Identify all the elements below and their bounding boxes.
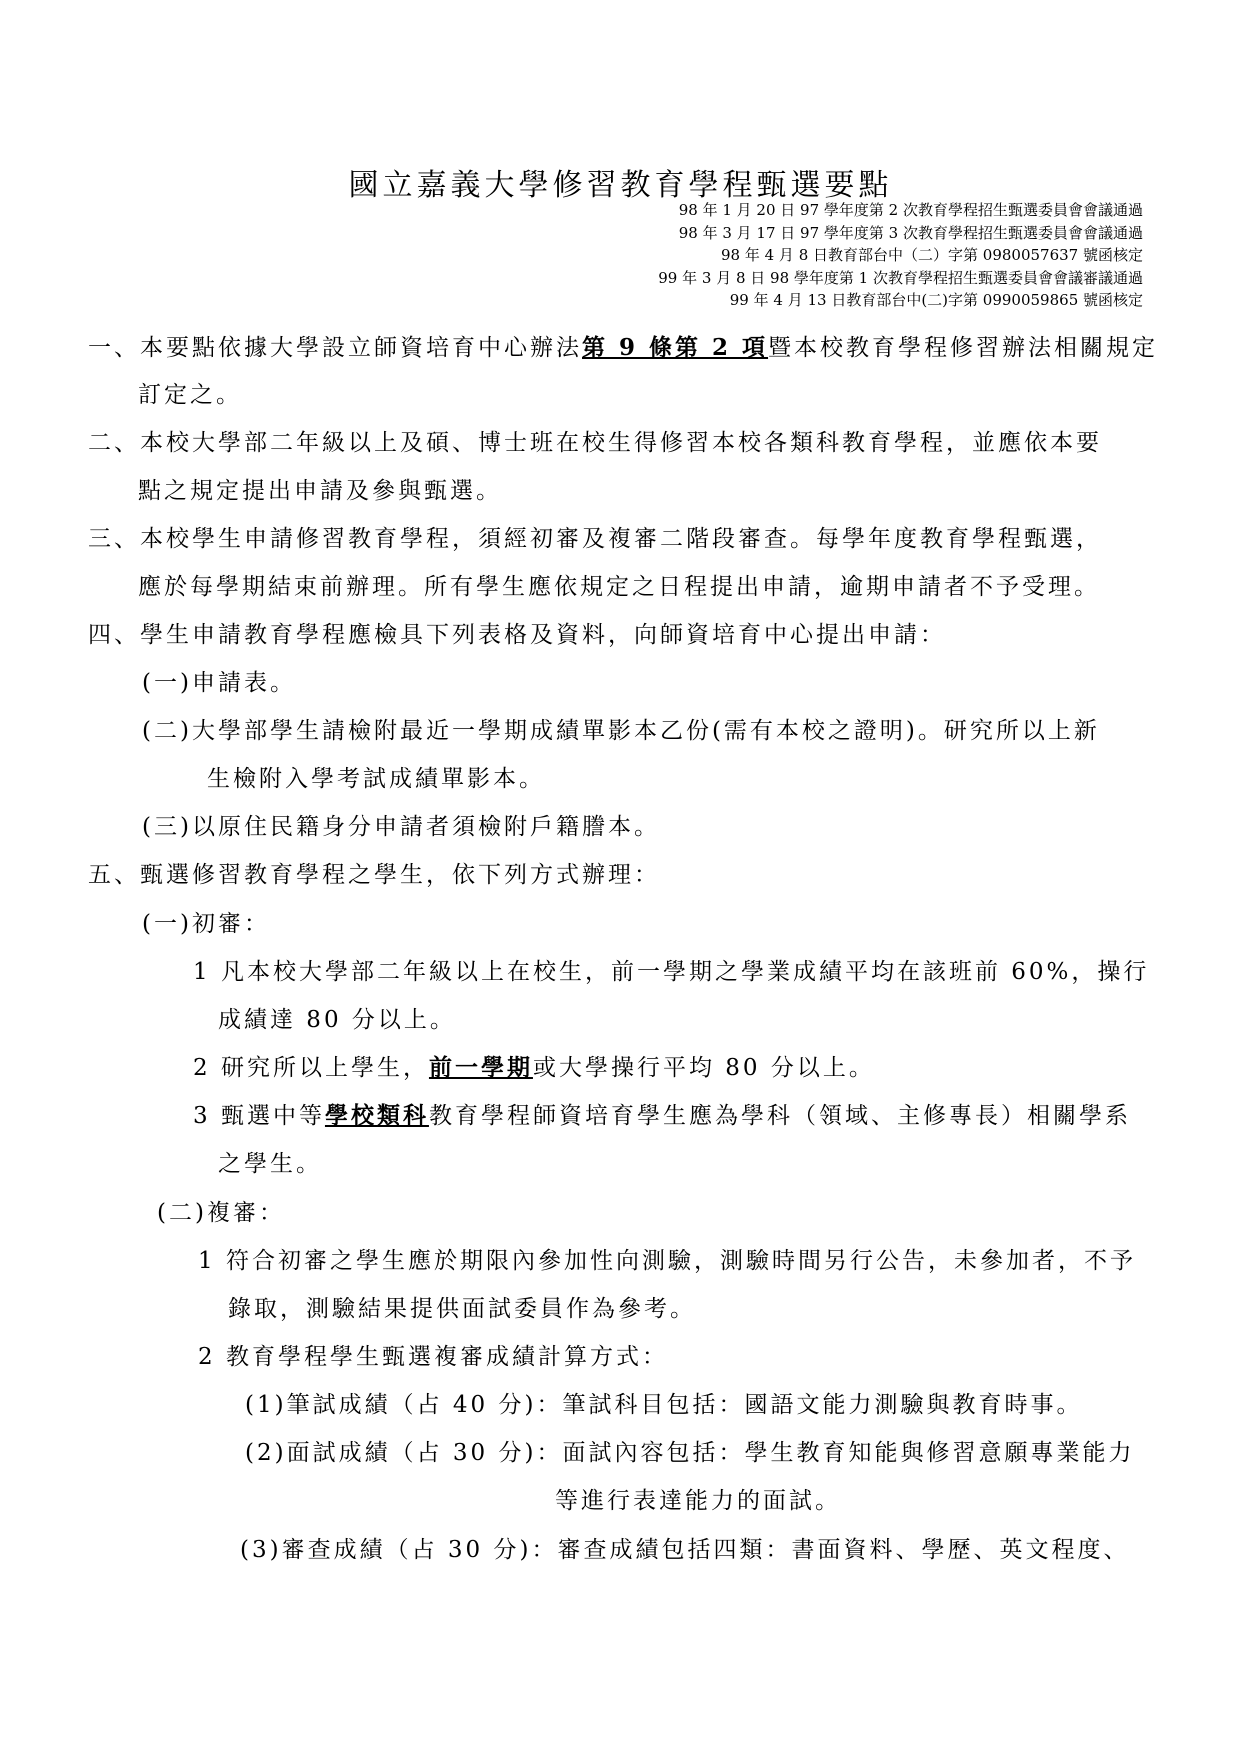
initial-review-item-1-cont: 成績達 80 分以上。 bbox=[218, 1007, 456, 1033]
history-line: 98 年 1 月 20 日 97 學年度第 2 次教育學程招生甄選委員會會議通過 bbox=[678, 201, 1143, 219]
section-3-line-1: 三、本校學生申請修習教育學程，須經初審及複審二階段審查。每學年度教育學程甄選， bbox=[88, 526, 1102, 552]
section-2-line-1: 二、本校大學部二年級以上及碩、博士班在校生得修習本校各類科教育學程，並應依本要 bbox=[88, 430, 1102, 456]
history-line: 98 年 3 月 17 日 97 學年度第 3 次教育學程招生甄選委員會會議通過 bbox=[678, 223, 1143, 242]
item-3-text-end: 教育學程師資培育學生應為學科（領域、主修專長）相關學系 bbox=[428, 1103, 1131, 1129]
document-title: 國立嘉義大學修習教育學程甄選要點 bbox=[348, 168, 893, 203]
final-review-item-2: 2 教育學程學生甄選複審成績計算方式： bbox=[198, 1344, 668, 1370]
section-1-text-end: 暨本校教育學程修習辦法相關規定 bbox=[768, 335, 1159, 361]
item-2-text-end: 或大學操行平均 80 分以上。 bbox=[532, 1055, 875, 1081]
final-review-heading: (二)複審： bbox=[157, 1200, 285, 1226]
item-3-text: 3 甄選中等 bbox=[193, 1103, 325, 1129]
section-3-line-2: 應於每學期結束前辦理。所有學生應依規定之日程提出申請，逾期申請者不予受理。 bbox=[138, 574, 1100, 600]
initial-review-item-2 bbox=[193, 1053, 875, 1083]
score-written: (1)筆試成績（占 40 分)：筆試科目包括：國語文能力測驗與教育時事。 bbox=[245, 1392, 1083, 1418]
section-4-item-3: (三)以原住民籍身分申請者須檢附戶籍謄本。 bbox=[142, 814, 660, 840]
section-4-item-1: (一)申請表。 bbox=[142, 670, 296, 696]
section-1-emphasis: 第 9 條第 2 項 bbox=[582, 334, 769, 361]
section-1-line-1 bbox=[88, 333, 1158, 363]
section-2-line-2: 點之規定提出申請及參與甄選。 bbox=[138, 478, 502, 504]
score-review: (3)審查成績（占 30 分)：審查成績包括四類：書面資料、學歷、英文程度、 bbox=[240, 1537, 1130, 1563]
initial-review-heading: (一)初審： bbox=[142, 911, 270, 937]
final-review-item-1-cont: 錄取，測驗結果提供面試委員作為參考。 bbox=[228, 1296, 696, 1322]
score-interview: (2)面試成績（占 30 分)：面試內容包括：學生教育知能與修習意願專業能力 bbox=[245, 1440, 1135, 1466]
history-line: 99 年 4 月 13 日教育部台中(二)字第 0990059865 號函核定 bbox=[729, 291, 1143, 309]
section-4-item-2-cont: 生檢附入學考試成績單影本。 bbox=[207, 766, 545, 792]
item-2-emphasis: 前一學期 bbox=[428, 1054, 533, 1081]
history-line: 99 年 3 月 8 日 98 學年度第 1 次教育學程招生甄選委員會會議審議通過 bbox=[658, 268, 1143, 287]
initial-review-item-3 bbox=[193, 1101, 1131, 1131]
section-1-text: 一、本要點依據大學設立師資培育中心辦法 bbox=[88, 335, 582, 361]
initial-review-item-1: 1 凡本校大學部二年級以上在校生，前一學期之學業成績平均在該班前 60%，操行 bbox=[193, 959, 1150, 985]
section-1-line-2: 訂定之。 bbox=[138, 382, 242, 408]
section-4-item-2: (二)大學部學生請檢附最近一學期成績單影本乙份(需有本校之證明)。研究所以上新 bbox=[142, 718, 1100, 744]
item-3-emphasis: 學校類科 bbox=[324, 1102, 429, 1129]
final-review-item-1: 1 符合初審之學生應於期限內參加性向測驗，測驗時間另行公告，未參加者，不予 bbox=[198, 1248, 1136, 1274]
history-line: 98 年 4 月 8 日教育部台中（二）字第 0980057637 號函核定 bbox=[721, 246, 1143, 264]
section-4-line-1: 四、學生申請教育學程應檢具下列表格及資料，向師資培育中心提出申請： bbox=[88, 622, 946, 648]
section-5-line-1: 五、甄選修習教育學程之學生，依下列方式辦理： bbox=[88, 862, 660, 888]
score-interview-cont: 等進行表達能力的面試。 bbox=[555, 1488, 841, 1514]
approval-history bbox=[443, 199, 1143, 312]
item-2-text: 2 研究所以上學生， bbox=[193, 1055, 429, 1081]
initial-review-item-3-cont: 之學生。 bbox=[218, 1151, 322, 1177]
